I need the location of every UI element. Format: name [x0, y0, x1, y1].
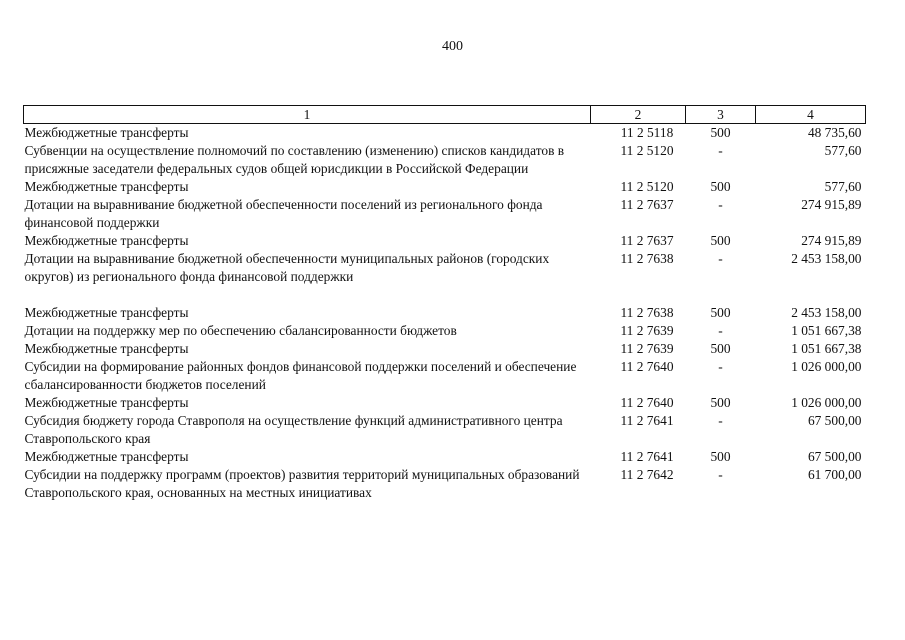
row-code: 11 2 7637 [620, 233, 674, 248]
row-amount: 67 500,00 [807, 449, 862, 464]
table-row [24, 250, 866, 304]
row-name: Дотации на поддержку мер по обеспечению сбалансированности бюджетов [24, 323, 457, 338]
row-type: 500 [710, 449, 731, 464]
row-name: Межбюджетные трансферты [24, 395, 189, 410]
row-name: Субсидия бюджету города Ставрополя на осуществление функций административного центра Ставропольского края [24, 413, 563, 446]
column-header-4: 4 [756, 106, 866, 124]
row-name: Межбюджетные трансферты [24, 341, 189, 356]
row-amount: 61 700,00 [807, 467, 862, 482]
row-type: - [718, 467, 723, 482]
row-code: 11 2 5118 [620, 125, 674, 140]
row-name: Межбюджетные трансферты [24, 449, 189, 464]
table-row [24, 322, 866, 340]
row-code: 11 2 7639 [620, 323, 674, 338]
table-row [24, 124, 866, 143]
row-name: Субвенции на осуществление полномочий по составлению (изменению) списков кандидатов в присяжные заседатели федеральных судов общей юрисдикции в Российской Федерации [24, 143, 565, 176]
row-code: 11 2 5120 [620, 143, 674, 158]
row-type: - [718, 197, 723, 212]
row-type: - [718, 251, 723, 266]
row-code: 11 2 7638 [620, 305, 674, 320]
row-code: 11 2 7637 [620, 197, 674, 212]
table-row [24, 358, 866, 394]
row-type: 500 [710, 179, 731, 194]
table-row [24, 448, 866, 466]
row-code: 11 2 7640 [620, 395, 674, 410]
table-row [24, 304, 866, 322]
row-type: 500 [710, 395, 731, 410]
table-row [24, 178, 866, 196]
row-amount: 1 051 667,38 [791, 323, 862, 338]
column-header-2: 2 [591, 106, 686, 124]
table-header [24, 106, 866, 124]
row-code: 11 2 5120 [620, 179, 674, 194]
row-amount: 577,60 [824, 179, 862, 194]
table-row [24, 412, 866, 448]
row-name: Межбюджетные трансферты [24, 125, 189, 140]
row-name: Субсидии на формирование районных фондов финансовой поддержки поселений и обеспечение сбалансированности бюджетов поселений [24, 359, 577, 392]
row-amount: 2 453 158,00 [791, 251, 862, 266]
row-type: 500 [710, 233, 731, 248]
row-code: 11 2 7639 [620, 341, 674, 356]
row-name: Межбюджетные трансферты [24, 305, 189, 320]
row-type: 500 [710, 341, 731, 356]
row-name: Межбюджетные трансферты [24, 179, 189, 194]
table-row [24, 340, 866, 358]
row-type: 500 [710, 125, 731, 140]
row-amount: 2 453 158,00 [791, 305, 862, 320]
row-type: - [718, 323, 723, 338]
row-type: - [718, 413, 723, 428]
row-amount: 274 915,89 [801, 233, 862, 248]
row-amount: 1 051 667,38 [791, 341, 862, 356]
budget-table [23, 105, 866, 502]
row-code: 11 2 7641 [620, 413, 674, 428]
row-code: 11 2 7642 [620, 467, 674, 482]
row-amount: 67 500,00 [807, 413, 862, 428]
row-code: 11 2 7638 [620, 251, 674, 266]
row-name: Дотации на выравнивание бюджетной обеспеченности муниципальных районов (городских округов) из регионального фонда финансовой поддержки [24, 251, 550, 284]
table-row [24, 466, 866, 502]
column-header-1: 1 [24, 106, 591, 124]
page-number: 400 [442, 39, 463, 54]
column-header-3: 3 [686, 106, 756, 124]
row-type: - [718, 359, 723, 374]
table-row [24, 232, 866, 250]
table-row [24, 394, 866, 412]
table-row [24, 142, 866, 178]
row-type: - [718, 143, 723, 158]
table-row [24, 196, 866, 232]
row-name: Дотации на выравнивание бюджетной обеспеченности поселений из регионального фонда финансовой поддержки [24, 197, 543, 230]
row-type: 500 [710, 305, 731, 320]
row-amount: 48 735,60 [807, 125, 862, 140]
row-code: 11 2 7640 [620, 359, 674, 374]
row-name: Субсидии на поддержку программ (проектов) развития территорий муниципальных образований Ставропольского края, основанных на местных инициативах [24, 467, 580, 500]
row-amount: 1 026 000,00 [791, 359, 862, 374]
row-name: Межбюджетные трансферты [24, 233, 189, 248]
row-amount: 1 026 000,00 [791, 395, 862, 410]
row-amount: 274 915,89 [801, 197, 862, 212]
row-amount: 577,60 [824, 143, 862, 158]
row-code: 11 2 7641 [620, 449, 674, 464]
table-body [24, 124, 866, 503]
